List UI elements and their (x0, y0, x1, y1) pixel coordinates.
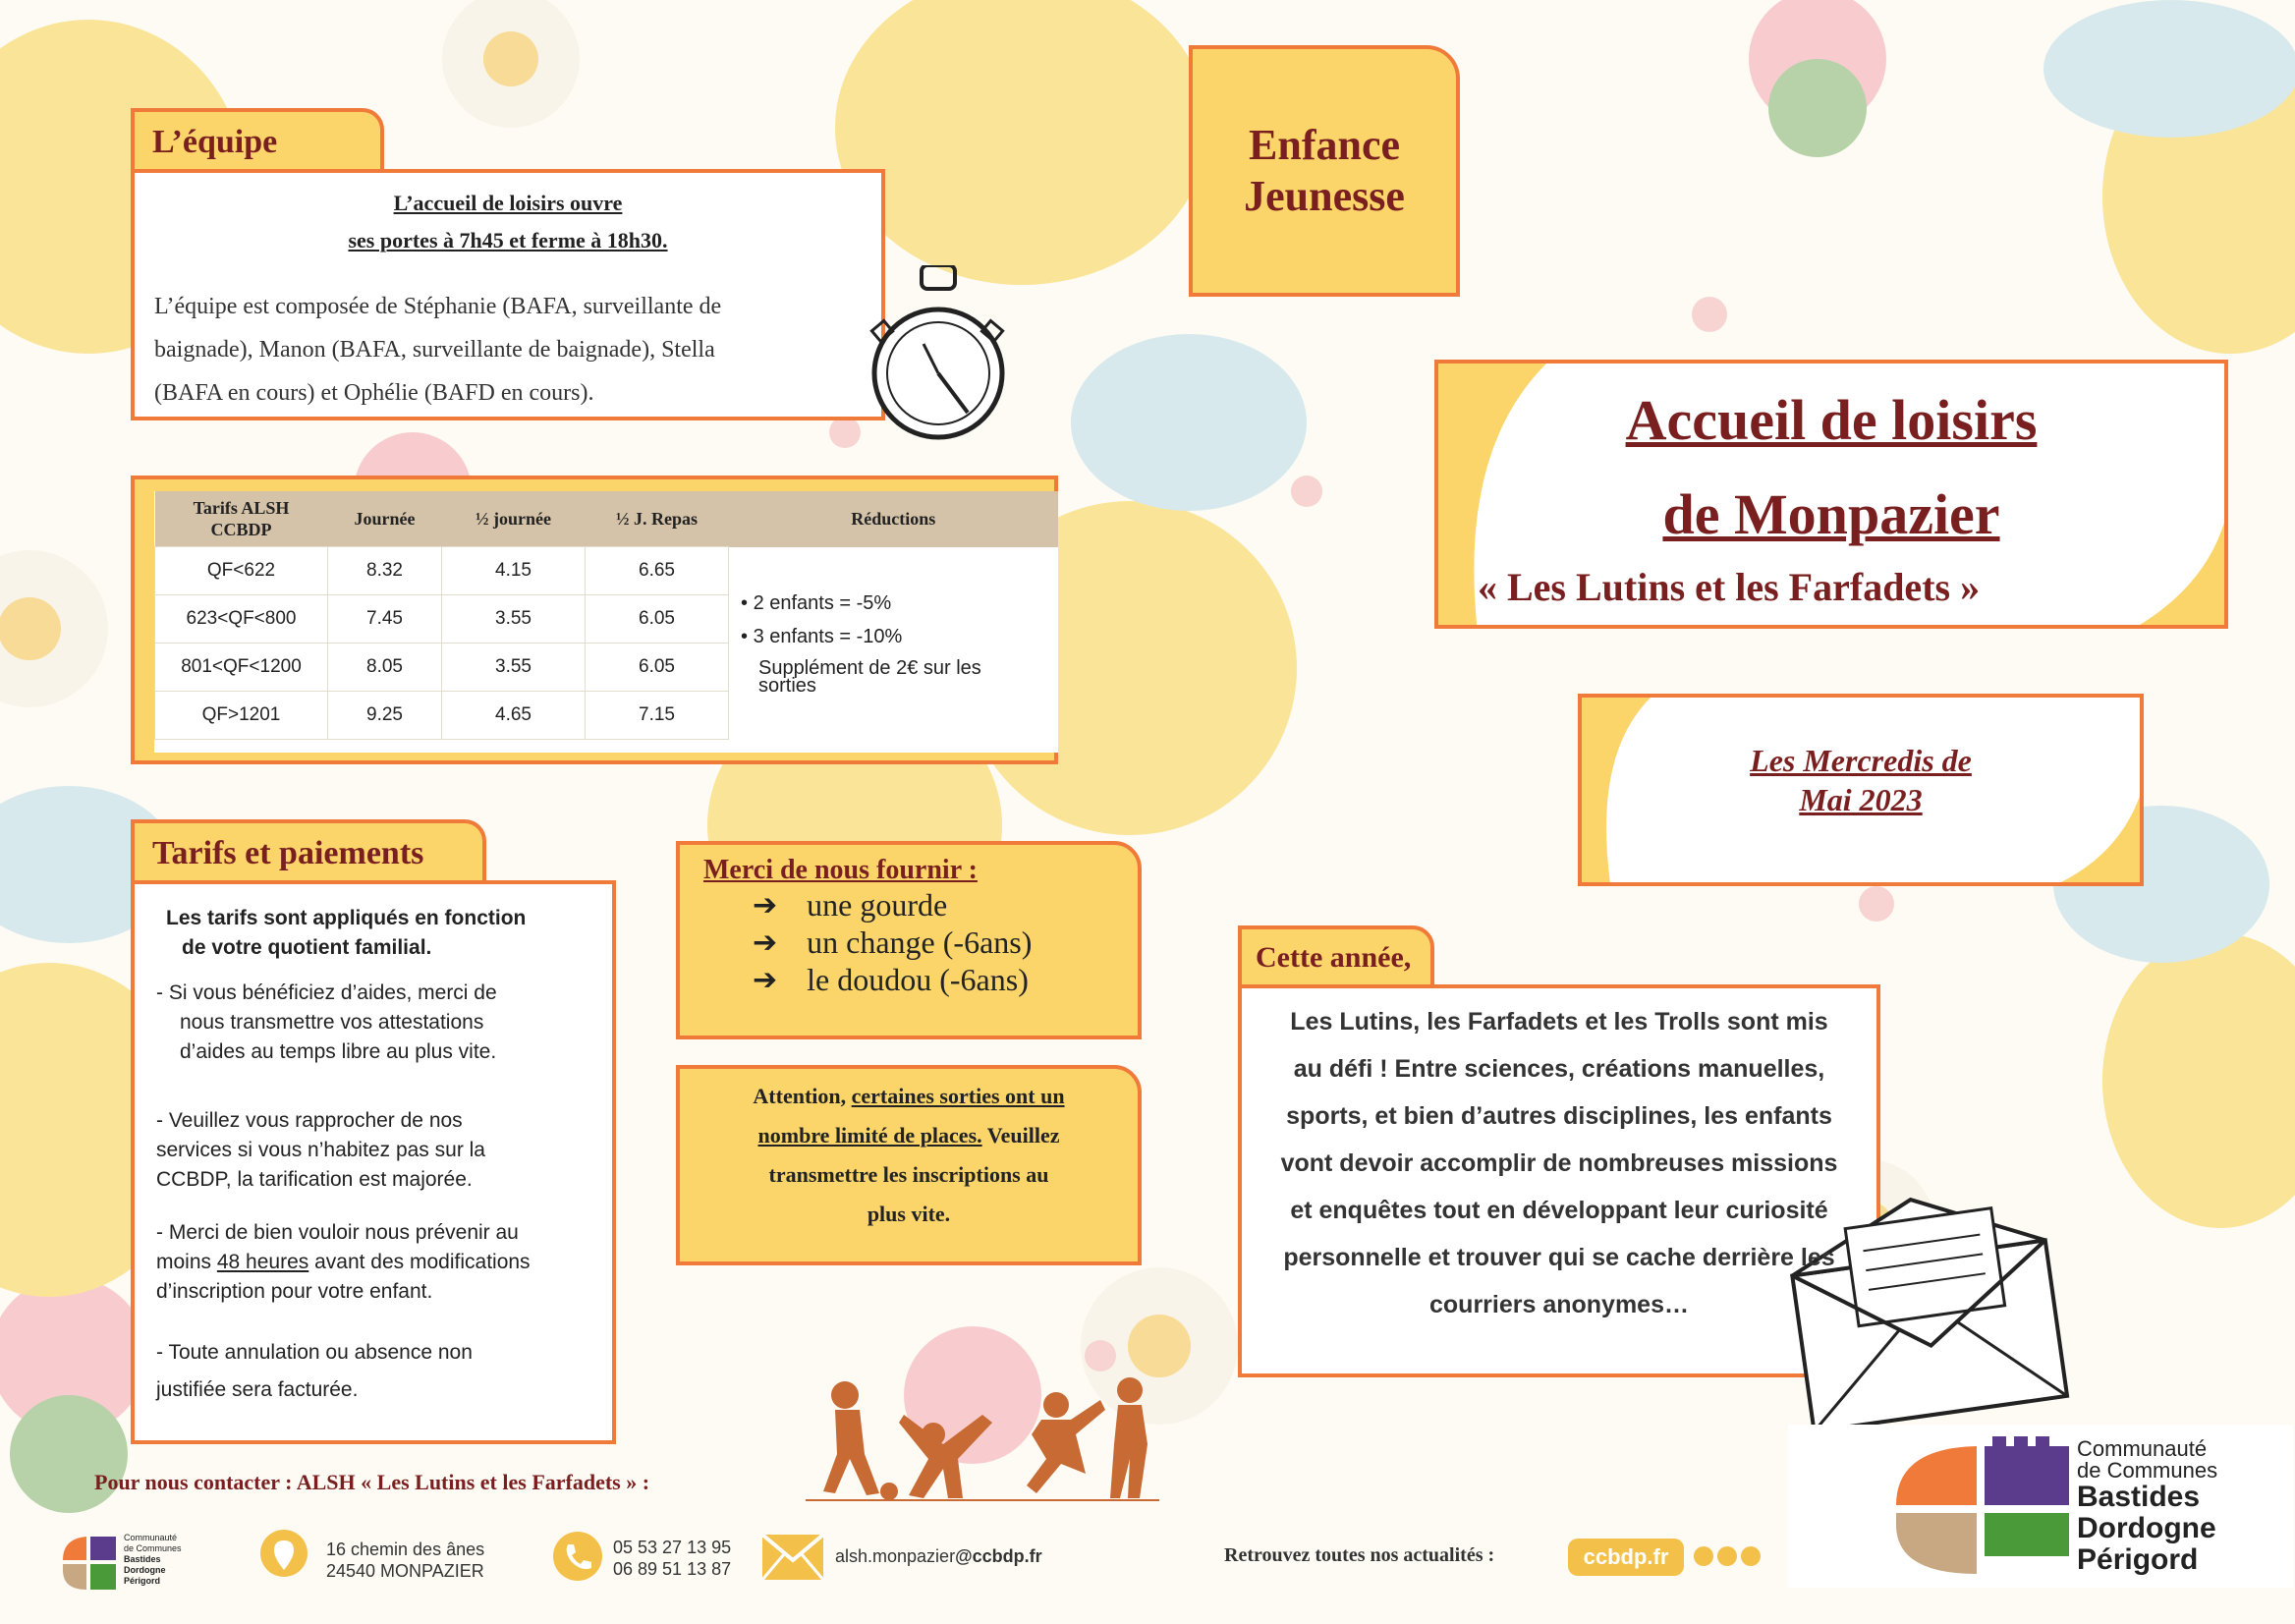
dates-line-1: Les Mercredis de (1750, 743, 1972, 778)
annee-line: vont devoir accomplir de nombreuses missions (1280, 1149, 1838, 1177)
title-box (1434, 360, 2228, 629)
badge-line-1: Enfance (1249, 121, 1400, 169)
prevenir-line-2: moins 48 heures avant des modifications (156, 1251, 531, 1273)
news-label: Retrouvez toutes nos actualités : (1224, 1544, 1495, 1566)
children-playing-icon (806, 1375, 1169, 1503)
annee-line: sports, et bien d’autres disciplines, les enfants (1286, 1102, 1832, 1130)
table-row: QF<622 8.32 4.15 6.65 • 2 enfants = -5% • 3 enfants = -10% Supplément de 2€ sur les sorties (155, 547, 1059, 595)
fournir-item: ➔ le doudou (-6ans) (753, 961, 1029, 997)
fournir-box (676, 841, 1142, 1039)
annulation-line-1: - Toute annulation ou absence non (156, 1341, 473, 1364)
annee-line: au défi ! Entre sciences, créations manuelles, (1293, 1055, 1825, 1083)
prevenir-line-3: d’inscription pour votre enfant. (156, 1280, 433, 1303)
title-line-1: Accueil de loisirs (1625, 388, 2038, 452)
address: 16 chemin des ânes 24540 MONPAZIER (326, 1540, 485, 1581)
paiements-tab: Tarifs et paiements (131, 819, 486, 882)
attention-line-4: plus vite. (867, 1202, 951, 1226)
annee-line: et enquêtes tout en développant leur curiosité (1290, 1197, 1828, 1224)
arrow-right-icon: ➔ (753, 887, 778, 923)
equipe-tab: L’équipe (131, 108, 384, 171)
stopwatch-icon (865, 265, 1012, 442)
table-header-row: Tarifs ALSH CCBDP Journée ½ journée ½ J. Repas Réductions (155, 491, 1059, 547)
aides-line-1: - Si vous bénéficiez d’aides, merci de (156, 981, 497, 1004)
ccbdp-line-2: services si vous n’habitez pas sur la (156, 1139, 485, 1161)
table-row: 801<QF<1200 8.05 3.55 6.05 (155, 644, 1059, 692)
team-line-3: (BAFA en cours) et Ophélie (BAFD en cours). (154, 380, 594, 406)
enfance-jeunesse-badge (1189, 45, 1460, 297)
arrow-right-icon: ➔ (753, 924, 778, 960)
annee-line: personnelle et trouver qui se cache derrière les (1283, 1244, 1835, 1271)
social-icons (1694, 1546, 1761, 1566)
daisy-icon (0, 550, 108, 707)
instagram-icon[interactable] (1741, 1546, 1761, 1566)
arrow-right-icon: ➔ (753, 962, 778, 997)
paiements-box (131, 880, 616, 1444)
team-line-1: L’équipe est composée de Stéphanie (BAFA, surveillante de (154, 294, 722, 319)
tarifs-table (154, 491, 1058, 740)
annee-line: courriers anonymes… (1429, 1291, 1689, 1318)
daisy-icon (442, 0, 580, 128)
twitter-icon[interactable] (1717, 1546, 1737, 1566)
attention-line-3: transmettre les inscriptions au (768, 1162, 1049, 1187)
website-button[interactable]: ccbdp.fr (1568, 1539, 1684, 1576)
aides-line-2: nous transmettre vos attestations (180, 1011, 484, 1034)
annee-tab: Cette année, (1238, 925, 1434, 986)
fournir-item: ➔ une gourde (753, 886, 948, 923)
hours-line-1: L’accueil de loisirs ouvre (393, 191, 623, 215)
ccbdp-line-1: - Veuillez vous rapprocher de nos (156, 1109, 463, 1132)
phone-icon (552, 1531, 603, 1582)
table-row: 623<QF<800 7.45 3.55 6.05 (155, 595, 1059, 644)
phone-numbers: 05 53 27 13 95 06 89 51 13 87 (613, 1538, 732, 1579)
attention-line-2: nombre limité de places. Veuillez (757, 1123, 1060, 1148)
contact-label: Pour nous contacter : ALSH « Les Lutins et les Farfadets » : (94, 1470, 650, 1494)
dates-line-2: Mai 2023 (1799, 782, 1923, 817)
fournir-title: Merci de nous fournir : (703, 855, 978, 885)
fournir-item: ➔ un change (-6ans) (753, 924, 1033, 960)
dates-box (1578, 694, 2144, 886)
reductions-cell: • 2 enfants = -5% • 3 enfants = -10% Supplément de 2€ sur les sorties (741, 591, 981, 697)
location-pin-icon (259, 1529, 308, 1584)
intro-line-2: de votre quotient familial. (182, 936, 432, 959)
ccbdp-logo-icon (61, 1531, 118, 1594)
prevenir-line-1: - Merci de bien vouloir nous prévenir au (156, 1221, 519, 1244)
ccbdp-line-3: CCBDP, la tarification est majorée. (156, 1168, 473, 1191)
small-logo: Communauté de Communes Bastides Dordogne Périgord (61, 1529, 208, 1596)
email-icon (760, 1533, 825, 1582)
ccbdp-logo: Communauté de Communes Bastides Dordogne Périgord (1788, 1425, 2293, 1588)
annee-box (1238, 984, 1880, 1377)
ccbdp-logo-icon (1896, 1436, 2073, 1584)
hours-line-2: ses portes à 7h45 et ferme à 18h30. (348, 228, 668, 252)
equipe-box (131, 169, 885, 420)
email-address[interactable]: alsh.monpazier@ccbdp.fr (835, 1546, 1042, 1566)
annulation-line-2: justifiée sera facturée. (156, 1378, 359, 1401)
badge-line-2: Jeunesse (1244, 172, 1405, 220)
tarifs-table-box (131, 476, 1058, 764)
title-line-2: de Monpazier (1662, 482, 2000, 546)
aides-line-3: d’aides au temps libre au plus vite. (180, 1040, 497, 1063)
attention-line-1: Attention, certaines sorties ont un (753, 1084, 1065, 1108)
annee-line: Les Lutins, les Farfadets et les Trolls sont mis (1290, 1008, 1828, 1036)
attention-box (676, 1065, 1142, 1265)
title-subtitle: « Les Lutins et les Farfadets » (1478, 565, 1981, 609)
table-row: QF>1201 9.25 4.65 7.15 (155, 692, 1059, 740)
facebook-icon[interactable] (1694, 1546, 1713, 1566)
team-line-2: baignade), Manon (BAFA, surveillante de baignade), Stella (154, 337, 715, 363)
intro-line-1: Les tarifs sont appliqués en fonction (166, 907, 527, 929)
